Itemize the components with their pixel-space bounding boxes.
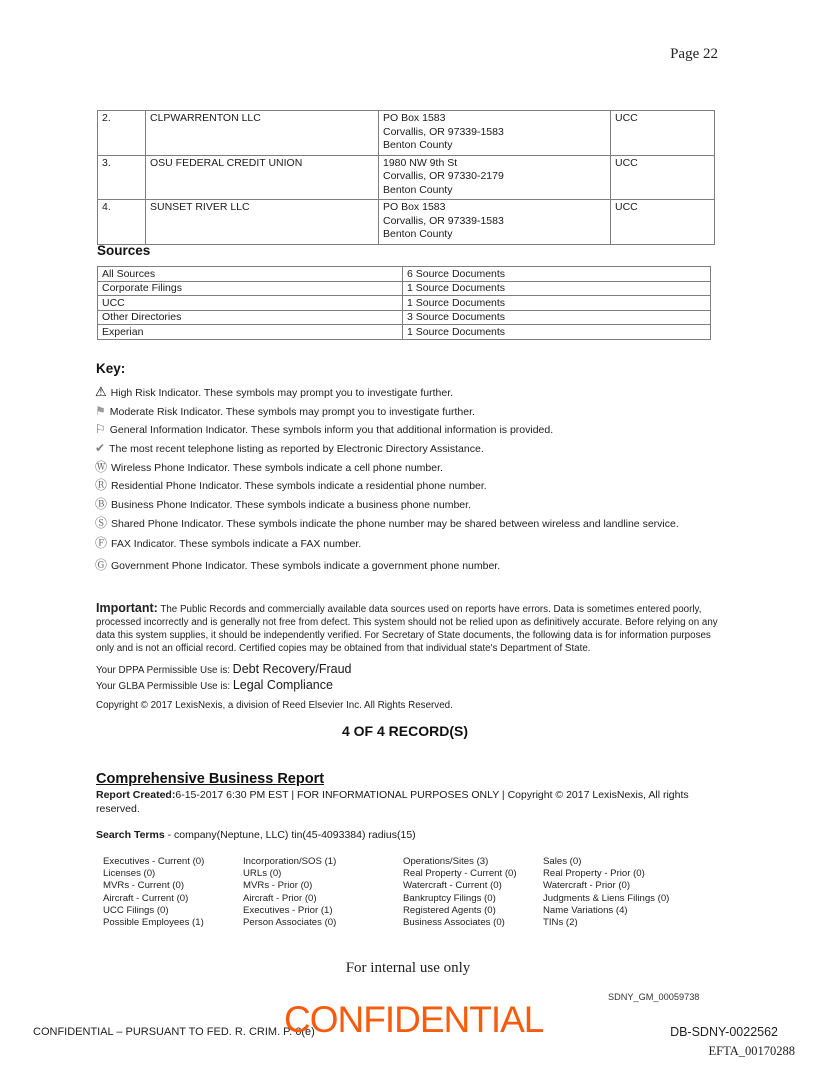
source-count: 1 Source Documents bbox=[403, 281, 711, 296]
glba-label: Your GLBA Permissible Use is: bbox=[96, 681, 233, 692]
term-category-column bbox=[103, 856, 243, 929]
address-line: Benton County bbox=[383, 183, 453, 196]
key-item bbox=[95, 537, 720, 552]
search-terms-text: - company(Neptune, LLC) tin(45-4093384) radius(15) bbox=[164, 829, 416, 841]
record-company-name: CLPWARRENTON LLC bbox=[146, 111, 379, 156]
source-count: 6 Source Documents bbox=[403, 267, 711, 282]
key-item-text: Wireless Phone Indicator. These symbols indicate a cell phone number. bbox=[111, 461, 443, 474]
residential-phone-icon: Ⓡ bbox=[95, 478, 108, 493]
source-count: 1 Source Documents bbox=[403, 325, 711, 340]
record-address bbox=[379, 200, 611, 245]
key-item-text: Moderate Risk Indicator. These symbols may prompt you to investigate further. bbox=[109, 405, 475, 418]
term-category: TINs (2) bbox=[543, 917, 578, 929]
term-category: Sales (0) bbox=[543, 856, 582, 867]
table-row bbox=[98, 296, 711, 311]
key-item bbox=[95, 461, 720, 476]
term-category: MVRs - Current (0) bbox=[103, 880, 185, 892]
source-name: All Sources bbox=[98, 267, 403, 282]
search-term-categories bbox=[103, 856, 728, 929]
address-line: Benton County bbox=[383, 228, 453, 240]
record-company-name: SUNSET RIVER LLC bbox=[146, 200, 379, 245]
bates-number-efta: EFTA_00170288 bbox=[708, 1044, 795, 1058]
important-label: Important: bbox=[96, 601, 158, 615]
wireless-phone-icon: Ⓦ bbox=[95, 459, 108, 474]
table-row bbox=[98, 200, 715, 245]
term-category: Judgments & Liens Filings (0) bbox=[543, 892, 670, 904]
key-item bbox=[95, 442, 720, 457]
term-category: Real Property - Prior (0) bbox=[543, 868, 645, 880]
report-created-line bbox=[96, 789, 720, 816]
table-row bbox=[98, 155, 715, 200]
source-count: 1 Source Documents bbox=[403, 296, 711, 311]
term-category: URLs (0) bbox=[243, 868, 282, 880]
term-category-column bbox=[243, 856, 403, 929]
bates-number-db-sdny: DB-SDNY-0022562 bbox=[670, 1025, 778, 1039]
term-category: Bankruptcy Filings (0) bbox=[403, 892, 496, 904]
record-number: 2. bbox=[98, 111, 146, 156]
high-risk-triangle-icon: ⚠ bbox=[95, 384, 107, 399]
record-source-type: UCC bbox=[611, 200, 715, 245]
term-category: Watercraft - Current (0) bbox=[403, 880, 502, 892]
report-title: Comprehensive Business Report bbox=[96, 771, 325, 787]
table-row bbox=[98, 281, 711, 296]
key-list bbox=[95, 385, 720, 578]
term-category: Possible Employees (1) bbox=[103, 917, 204, 929]
key-item-text: Residential Phone Indicator. These symbols indicate a residential phone number. bbox=[111, 480, 487, 493]
key-item bbox=[95, 479, 720, 494]
key-item bbox=[95, 423, 720, 438]
term-category: UCC Filings (0) bbox=[103, 904, 169, 916]
term-category: Incorporation/SOS (1) bbox=[243, 856, 337, 867]
key-item bbox=[95, 405, 720, 420]
term-category: Aircraft - Current (0) bbox=[103, 892, 189, 904]
address-line: Corvallis, OR 97339-1583 bbox=[383, 214, 504, 227]
table-row bbox=[98, 325, 711, 340]
source-name: Corporate Filings bbox=[98, 281, 403, 296]
term-category: Licenses (0) bbox=[103, 868, 156, 880]
source-name: Experian bbox=[98, 325, 403, 340]
sources-heading: Sources bbox=[97, 243, 151, 258]
important-disclaimer bbox=[96, 602, 718, 655]
search-terms-label: Search Terms bbox=[96, 829, 165, 841]
term-category: Watercraft - Prior (0) bbox=[543, 880, 631, 892]
term-category: MVRs - Prior (0) bbox=[243, 880, 313, 892]
moderate-risk-flag-icon: ⚑ bbox=[95, 403, 106, 418]
record-address bbox=[379, 155, 611, 200]
key-heading: Key: bbox=[96, 361, 126, 376]
business-records-table bbox=[97, 110, 715, 245]
term-category: Real Property - Current (0) bbox=[403, 868, 517, 880]
shared-phone-icon: Ⓢ bbox=[95, 515, 108, 530]
record-source-type: UCC bbox=[611, 111, 715, 156]
address-line: Corvallis, OR 97339-1583 bbox=[383, 125, 504, 138]
record-company-name: OSU FEDERAL CREDIT UNION bbox=[146, 155, 379, 200]
dppa-value: Debt Recovery/Fraud bbox=[232, 662, 352, 676]
record-number: 4. bbox=[98, 200, 146, 245]
term-category: Registered Agents (0) bbox=[403, 904, 496, 916]
table-row bbox=[98, 310, 711, 325]
source-name: Other Directories bbox=[98, 310, 403, 325]
source-name: UCC bbox=[98, 296, 403, 311]
term-category: Business Associates (0) bbox=[403, 917, 505, 929]
term-category: Operations/Sites (3) bbox=[403, 856, 489, 867]
key-item-text: High Risk Indicator. These symbols may prompt you to investigate further. bbox=[110, 387, 454, 399]
copyright-line: Copyright © 2017 LexisNexis, a division of Reed Elsevier Inc. All Rights Reserved. bbox=[96, 700, 453, 711]
internal-use-note: For internal use only bbox=[345, 960, 471, 976]
important-text: The Public Records and commercially available data sources used on reports have errors. Data is sometimes entered poorly, processed incorrectly and is generally not free from defect. This system should not be relied upon as definitively accurate. Before relying on any data this system supplies, it should be independently verified. For Secretary of State documents, the following data is for information purposes only and is not an official record. Certified copies may be obtained from that individual state's Department of State. bbox=[96, 604, 718, 654]
address-line: 1980 NW 9th St bbox=[383, 156, 458, 169]
key-item bbox=[95, 385, 720, 401]
address-line: Benton County bbox=[383, 139, 453, 151]
fax-icon: Ⓕ bbox=[95, 536, 108, 551]
record-number: 3. bbox=[98, 155, 146, 200]
report-created-text: 6-15-2017 6:30 PM EST | FOR INFORMATIONAL PURPOSES ONLY | Copyright © 2017 LexisNexis, All rights reserved. bbox=[96, 789, 689, 815]
term-category: Aircraft - Prior (0) bbox=[243, 892, 317, 904]
checkmark-icon: ✔ bbox=[95, 441, 106, 456]
footer-confidential-notice: CONFIDENTIAL – PURSUANT TO FED. R. CRIM. P. 6(e) bbox=[33, 1026, 315, 1038]
record-source-type: UCC bbox=[611, 155, 715, 200]
page-number: Page 22 bbox=[670, 46, 718, 62]
key-item bbox=[95, 498, 720, 513]
term-category: Executives - Current (0) bbox=[103, 856, 205, 867]
term-category-column bbox=[543, 856, 728, 929]
table-row bbox=[98, 267, 711, 282]
key-item-text: General Information Indicator. These symbols inform you that additional information is provided. bbox=[109, 424, 554, 437]
address-line: PO Box 1583 bbox=[383, 201, 446, 213]
glba-value: Legal Compliance bbox=[232, 678, 333, 692]
term-category: Executives - Prior (1) bbox=[243, 904, 333, 916]
address-line: Corvallis, OR 97330-2179 bbox=[383, 170, 504, 182]
record-count: 4 OF 4 RECORD(S) bbox=[341, 723, 468, 739]
key-item-text: Shared Phone Indicator. These symbols indicate the phone number may be shared between wireless and landline service. bbox=[111, 517, 679, 530]
key-item bbox=[95, 559, 720, 574]
government-phone-icon: Ⓖ bbox=[95, 557, 108, 572]
term-category: Name Variations (4) bbox=[543, 904, 628, 916]
search-terms-line bbox=[96, 829, 416, 841]
glba-permissible-use bbox=[96, 676, 333, 694]
sources-table bbox=[97, 266, 711, 340]
term-category-column bbox=[403, 856, 543, 929]
confidential-stamp: CONFIDENTIAL bbox=[284, 999, 544, 1040]
key-item-text: Government Phone Indicator. These symbols indicate a government phone number. bbox=[111, 559, 501, 572]
term-category: Person Associates (0) bbox=[243, 917, 337, 929]
key-item-text: FAX Indicator. These symbols indicate a FAX number. bbox=[111, 538, 362, 551]
address-line: PO Box 1583 bbox=[383, 112, 446, 124]
key-item-text: Business Phone Indicator. These symbols indicate a business phone number. bbox=[111, 499, 471, 512]
table-row bbox=[98, 111, 715, 156]
record-address bbox=[379, 111, 611, 156]
source-count: 3 Source Documents bbox=[403, 310, 711, 325]
key-item bbox=[95, 517, 720, 532]
report-created-label: Report Created: bbox=[96, 789, 176, 801]
key-item-text: The most recent telephone listing as reported by Electronic Directory Assistance. bbox=[109, 443, 484, 456]
general-info-flag-icon: ⚐ bbox=[95, 422, 106, 437]
bates-number-sdny-gm: SDNY_GM_00059738 bbox=[608, 992, 700, 1002]
dppa-label: Your DPPA Permissible Use is: bbox=[96, 665, 233, 676]
business-phone-icon: Ⓑ bbox=[95, 497, 108, 512]
